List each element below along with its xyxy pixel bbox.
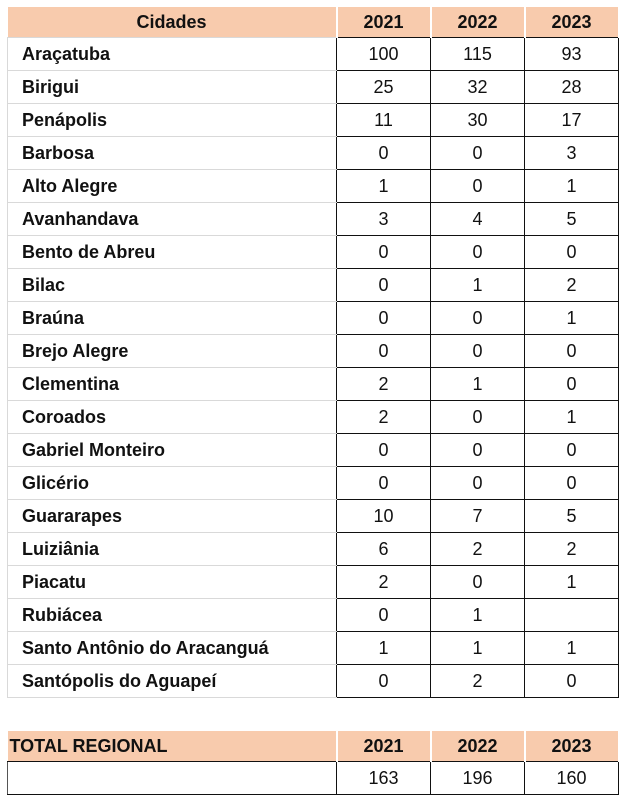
city-name: Penápolis (8, 104, 337, 137)
total-values-row (8, 762, 619, 795)
header-2022: 2022 (431, 7, 525, 38)
city-name: Coroados (8, 401, 337, 434)
value-2021: 0 (337, 335, 431, 368)
value-2021: 100 (337, 38, 431, 71)
total-header-2021: 2021 (337, 731, 431, 762)
value-2022: 115 (431, 38, 525, 71)
value-2021: 2 (337, 566, 431, 599)
city-name: Gabriel Monteiro (8, 434, 337, 467)
cities-table (7, 7, 620, 698)
value-2023: 0 (525, 467, 619, 500)
city-name: Rubiácea (8, 599, 337, 632)
table-row (8, 71, 619, 104)
value-2022: 0 (431, 302, 525, 335)
value-2023: 0 (525, 335, 619, 368)
value-2022: 0 (431, 137, 525, 170)
value-2021: 1 (337, 170, 431, 203)
value-2022: 0 (431, 236, 525, 269)
value-2021: 10 (337, 500, 431, 533)
value-2021: 2 (337, 368, 431, 401)
value-2021: 0 (337, 434, 431, 467)
value-2022: 0 (431, 401, 525, 434)
city-name: Braúna (8, 302, 337, 335)
value-2021: 0 (337, 302, 431, 335)
city-name: Birigui (8, 71, 337, 104)
table-row (8, 632, 619, 665)
value-2023: 93 (525, 38, 619, 71)
table-row (8, 236, 619, 269)
city-name: Santo Antônio do Aracanguá (8, 632, 337, 665)
value-2022: 0 (431, 170, 525, 203)
city-name: Santópolis do Aguapeí (8, 665, 337, 698)
table-row (8, 104, 619, 137)
table-row (8, 269, 619, 302)
value-2023: 17 (525, 104, 619, 137)
header-2021: 2021 (337, 7, 431, 38)
header-total-regional: TOTAL REGIONAL (8, 731, 337, 762)
table-row (8, 137, 619, 170)
city-name: Glicério (8, 467, 337, 500)
value-2021: 0 (337, 269, 431, 302)
city-name: Alto Alegre (8, 170, 337, 203)
table-row (8, 368, 619, 401)
value-2022: 0 (431, 566, 525, 599)
value-2022: 1 (431, 368, 525, 401)
total-regional-table (7, 731, 620, 795)
value-2022: 2 (431, 533, 525, 566)
value-2023: 1 (525, 170, 619, 203)
total-header-2023: 2023 (525, 731, 619, 762)
value-2023: 3 (525, 137, 619, 170)
value-2021: 3 (337, 203, 431, 236)
value-2023: 0 (525, 368, 619, 401)
value-2023: 0 (525, 434, 619, 467)
value-2023: 1 (525, 566, 619, 599)
value-2021: 0 (337, 236, 431, 269)
table-row (8, 566, 619, 599)
value-2021: 25 (337, 71, 431, 104)
value-2021: 0 (337, 137, 431, 170)
value-2022: 7 (431, 500, 525, 533)
value-2022: 1 (431, 599, 525, 632)
table-row (8, 599, 619, 632)
value-2021: 6 (337, 533, 431, 566)
city-name: Luiziânia (8, 533, 337, 566)
city-name: Bilac (8, 269, 337, 302)
table-row (8, 533, 619, 566)
value-2021: 0 (337, 599, 431, 632)
value-2022: 4 (431, 203, 525, 236)
header-cidades: Cidades (8, 7, 337, 38)
city-name: Barbosa (8, 137, 337, 170)
value-2023 (525, 599, 619, 632)
total-2021: 163 (337, 762, 431, 795)
value-2022: 32 (431, 71, 525, 104)
value-2022: 0 (431, 467, 525, 500)
value-2022: 0 (431, 434, 525, 467)
value-2023: 28 (525, 71, 619, 104)
city-name: Avanhandava (8, 203, 337, 236)
total-2023: 160 (525, 762, 619, 795)
value-2023: 5 (525, 500, 619, 533)
value-2021: 2 (337, 401, 431, 434)
value-2023: 2 (525, 533, 619, 566)
value-2023: 2 (525, 269, 619, 302)
value-2021: 0 (337, 665, 431, 698)
table-row (8, 467, 619, 500)
value-2022: 2 (431, 665, 525, 698)
city-name: Brejo Alegre (8, 335, 337, 368)
total-label-cell (8, 762, 337, 795)
table-row (8, 335, 619, 368)
value-2023: 1 (525, 632, 619, 665)
table-row (8, 434, 619, 467)
value-2023: 1 (525, 401, 619, 434)
city-name: Araçatuba (8, 38, 337, 71)
table-row (8, 401, 619, 434)
value-2023: 0 (525, 665, 619, 698)
table-row (8, 302, 619, 335)
value-2021: 0 (337, 467, 431, 500)
value-2022: 1 (431, 269, 525, 302)
table-row (8, 665, 619, 698)
value-2023: 0 (525, 236, 619, 269)
total-header-row (8, 731, 619, 762)
value-2021: 11 (337, 104, 431, 137)
value-2022: 1 (431, 632, 525, 665)
city-name: Piacatu (8, 566, 337, 599)
city-name: Bento de Abreu (8, 236, 337, 269)
header-2023: 2023 (525, 7, 619, 38)
table-row (8, 203, 619, 236)
city-name: Guararapes (8, 500, 337, 533)
value-2021: 1 (337, 632, 431, 665)
table-header-row (8, 7, 619, 38)
table-row (8, 170, 619, 203)
table-row (8, 38, 619, 71)
value-2022: 30 (431, 104, 525, 137)
value-2022: 0 (431, 335, 525, 368)
table-row (8, 500, 619, 533)
total-2022: 196 (431, 762, 525, 795)
value-2023: 5 (525, 203, 619, 236)
value-2023: 1 (525, 302, 619, 335)
city-name: Clementina (8, 368, 337, 401)
total-header-2022: 2022 (431, 731, 525, 762)
